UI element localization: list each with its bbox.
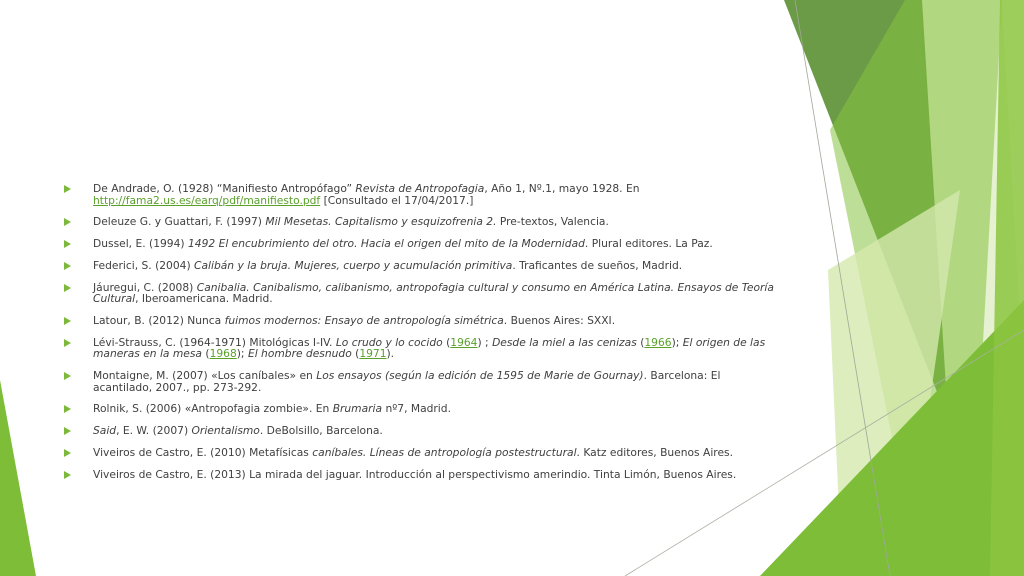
reference-text: ). (386, 347, 395, 361)
bullet-arrow-icon (64, 405, 71, 413)
reference-text: De Andrade, O. (1928) “Manifiesto Antropófago” (93, 182, 356, 195)
reference-title: Revista de Antropofagia (355, 182, 485, 195)
reference-title: El origen de las maneras en la mesa (93, 335, 766, 361)
reference-text: . Traficantes de sueños, Madrid. (512, 258, 683, 272)
bullet-arrow-icon (64, 449, 71, 457)
references-content (64, 183, 776, 491)
bullet-arrow-icon (64, 471, 71, 479)
bullet-arrow-icon (64, 185, 71, 193)
reference-text: ); (236, 347, 248, 361)
reference-link[interactable]: 1966 (644, 335, 672, 349)
reference-text: , E. W. (2007) (116, 424, 192, 438)
reference-text: . Plural editores. La Paz. (584, 237, 713, 251)
reference-text: Federici, S. (2004) (93, 258, 195, 272)
reference-title: 1492 El encubrimiento del otro. Hacia el origen del mito de la Modernidad (187, 237, 585, 251)
reference-text: [Consultado el 17/04/2017.] (320, 193, 474, 207)
reference-text: , Año 1, Nº.1, mayo 1928. En (484, 182, 640, 195)
reference-title: Calibán y la bruja. Mujeres, cuerpo y acumulación primitiva (194, 258, 513, 272)
reference-text: Viveiros de Castro, E. (2010) Metafísicas (93, 445, 313, 459)
bullet-arrow-icon (64, 339, 71, 347)
reference-item (64, 337, 776, 360)
reference-item (64, 216, 776, 228)
reference-title: Lo crudo y lo cocido (335, 335, 443, 349)
bullet-arrow-icon (64, 284, 71, 292)
reference-title: El hombre desnudo (247, 347, 352, 361)
reference-title: caníbales. Líneas de antropología postestructural (312, 445, 577, 459)
bullet-arrow-icon (64, 317, 71, 325)
deco-shard-left (0, 380, 36, 576)
reference-title: Desde la miel a las cenizas (492, 335, 637, 349)
reference-text: Montaigne, M. (2007) «Los caníbales» en (93, 369, 317, 383)
reference-text: nº7, Madrid. (382, 402, 451, 416)
reference-text: Rolnik, S. (2006) «Antropofagia zombie». En (93, 402, 333, 416)
reference-text: Latour, B. (2012) Nunca (93, 313, 225, 327)
reference-item (64, 282, 776, 305)
bullet-arrow-icon (64, 427, 71, 435)
reference-text: ( (201, 347, 210, 361)
references-list (64, 183, 776, 480)
reference-title: Los ensayos (según la edición de 1595 de Marie de Gournay) (316, 369, 644, 383)
reference-text: Dussel, E. (1994) (93, 237, 188, 251)
reference-item (64, 260, 776, 272)
reference-text: Deleuze G. y Guattari, F. (1997) (93, 215, 266, 229)
reference-title: fuimos modernos: Ensayo de antropología simétrica (224, 313, 504, 327)
reference-text: ( (351, 347, 360, 361)
bullet-arrow-icon (64, 240, 71, 248)
reference-text: . DeBolsillo, Barcelona. (259, 424, 383, 438)
reference-text: . Barcelona: El acantilado, 2007., pp. 273-292. (93, 369, 721, 394)
reference-text: ( (636, 335, 645, 349)
reference-text: . Katz editores, Buenos Aires. (576, 445, 734, 459)
reference-title: Mil Mesetas. Capitalismo y esquizofrenia 2. (265, 215, 497, 229)
reference-item (64, 315, 776, 327)
reference-link[interactable]: 1968 (209, 347, 237, 361)
reference-title: Said (93, 424, 117, 438)
reference-text: . Buenos Aires: SXXI. (503, 313, 616, 327)
reference-item (64, 425, 776, 437)
reference-item (64, 238, 776, 250)
reference-item (64, 370, 776, 393)
reference-item (64, 469, 776, 481)
reference-link[interactable]: 1971 (359, 347, 387, 361)
bullet-arrow-icon (64, 262, 71, 270)
reference-title: Orientalismo (191, 424, 260, 438)
reference-title: Brumaria (332, 402, 383, 416)
reference-text: Lévi-Strauss, C. (1964-1971) Mitológicas I-IV. (93, 335, 336, 349)
reference-text: Jáuregui, C. (2008) (93, 280, 197, 294)
reference-text: Pre-textos, Valencia. (496, 215, 609, 229)
reference-title: Canibalia. Canibalismo, calibanismo, antropofagia cultural y consumo en América Latina. Ensayos de Teoría Cultural (93, 280, 774, 306)
reference-text: Viveiros de Castro, E. (2013) La mirada del jaguar. Introducción al perspectivismo amerindio. Tinta Limón, Buenos Aires. (93, 467, 737, 481)
reference-item (64, 403, 776, 415)
reference-item (64, 183, 776, 206)
bullet-arrow-icon (64, 372, 71, 380)
reference-text: ( (442, 335, 451, 349)
reference-link[interactable]: http://fama2.us.es/earq/pdf/manifiesto.pdf (93, 193, 321, 207)
reference-item (64, 447, 776, 459)
reference-text: ) ; (477, 335, 493, 349)
bullet-arrow-icon (64, 218, 71, 226)
reference-link[interactable]: 1964 (450, 335, 478, 349)
reference-text: ); (671, 335, 683, 349)
reference-text: , Iberoamericana. Madrid. (135, 292, 273, 306)
